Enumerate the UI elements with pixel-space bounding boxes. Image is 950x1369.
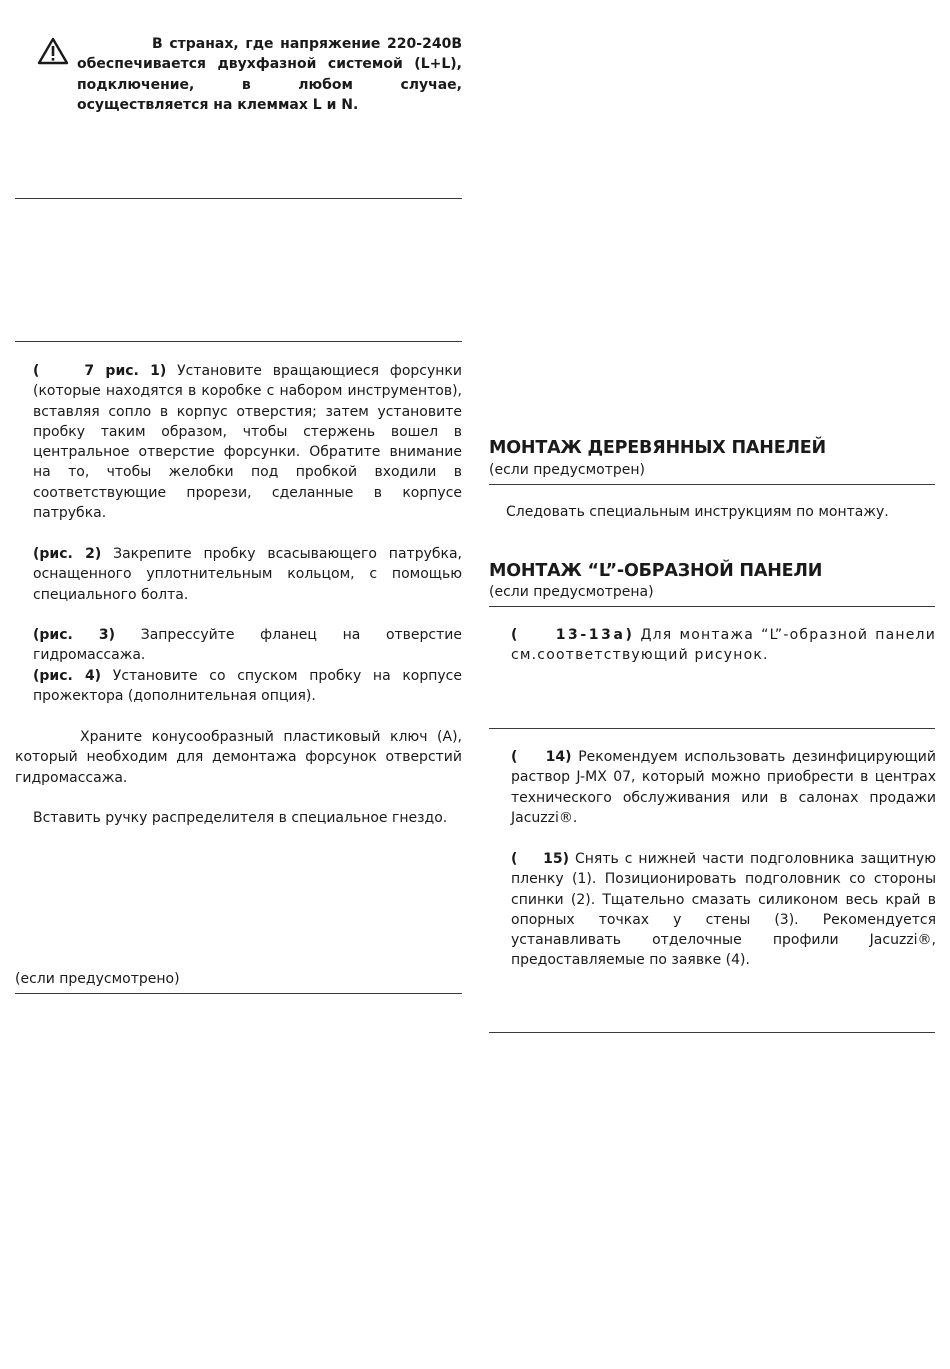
paragraph-text: Запрессуйте фланец на отверстие гидромассажа.: [33, 627, 462, 664]
divider: [489, 484, 935, 485]
warning-text: В странах, где напряжение 220-240В обеспечивается двухфазной системой (L+L), подключение, в любом случае, осуществляется на клеммах L и N.: [77, 36, 462, 113]
paragraph-text: Снять с нижней части подголовника защитную пленку (1). Позиционировать подголовник со стороны спинки (2). Тщательно смазать силиконом весь край в опорных точках у стены (3). Рекомендуется устанавливать отделочные профили Jacuzzi®, предоставляемые по заявке (4).: [511, 851, 936, 969]
divider: [489, 1032, 935, 1033]
paragraph-headrest: [511, 849, 936, 971]
figure-ref: ( 13-13a): [511, 627, 635, 643]
paragraph-projector: [33, 666, 462, 707]
warning-icon: [37, 37, 69, 65]
divider: [15, 993, 462, 994]
paragraph-text: Для монтажа “L”-образной панели см.соответствующий рисунок.: [511, 627, 937, 664]
figure-ref: (рис. 3): [33, 627, 116, 643]
section-heading-wood-panels: МОНТАЖ ДЕРЕВЯННЫХ ПАНЕЛЕЙ: [489, 438, 827, 458]
figure-ref: ( 7 рис. 1): [33, 363, 167, 379]
paragraph-suction-plug: [33, 544, 462, 605]
paragraph-disinfectant: [511, 747, 936, 828]
paragraph-l-panel: [511, 625, 936, 666]
divider: [15, 341, 462, 342]
paragraph-key: Храните конусообразный пластиковый ключ (А), который необходим для демонтажа форсунок отверстий гидромассажа.: [15, 729, 462, 786]
paragraph-text: Установите вращающиеся форсунки (которые находятся в коробке с набором инструментов), вставляя сопло в корпус отверстия; затем установите пробку таким образом, чтобы стержень вошел в центральное отверстие форсунки. Обратите внимание на то, чтобы желобки под пробкой входили в соответствующие прорези, сделанные в корпусе патрубка.: [33, 363, 462, 522]
section-subtitle: (если предусмотрен): [489, 462, 645, 478]
paragraph-text: Установите со спуском пробку на корпусе прожектора (дополнительная опция).: [33, 668, 462, 705]
divider: [15, 198, 462, 199]
figure-ref: (рис. 2): [33, 546, 102, 562]
paragraph-wood-panels: Следовать специальным инструкциям по монтажу.: [506, 504, 889, 520]
divider: [489, 728, 935, 729]
optional-note: (если предусмотрено): [15, 971, 180, 987]
figure-ref-wrap: [511, 627, 635, 643]
figure-ref: ( 14): [511, 749, 572, 765]
section-subtitle: (если предусмотрена): [489, 584, 654, 600]
paragraph-handle: Вставить ручку распределителя в специальное гнездо.: [33, 810, 448, 826]
divider: [489, 606, 935, 607]
figure-ref: ( 15): [511, 851, 569, 867]
section-heading-l-panel: МОНТАЖ “L”-ОБРАЗНОЙ ПАНЕЛИ: [489, 561, 823, 581]
figure-ref: (рис. 4): [33, 668, 102, 684]
paragraph-text: Рекомендуем использовать дезинфицирующий раствор J-MX 07, который можно приобрести в центрах технического обслуживания или в салонах продажи Jacuzzi®.: [511, 749, 936, 826]
paragraph-text: Закрепите пробку всасывающего патрубка, оснащенного уплотнительным кольцом, с помощью специального болта.: [33, 546, 462, 603]
paragraph-flange: [33, 625, 462, 666]
paragraph-nozzles: [33, 361, 462, 523]
